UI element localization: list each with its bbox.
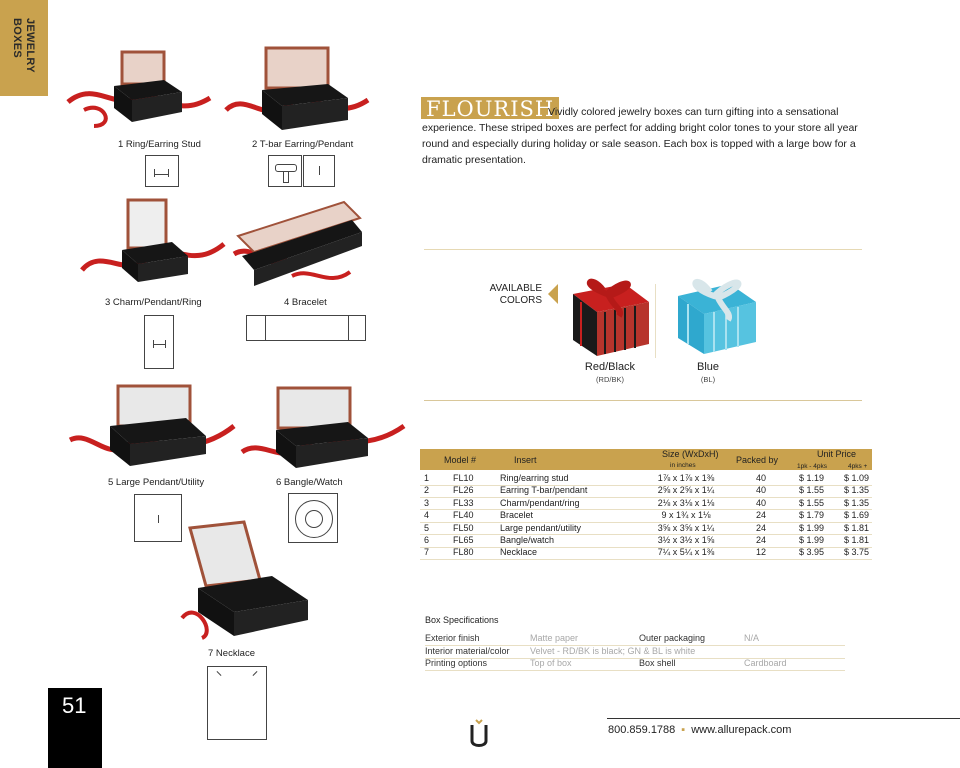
cell-size: 3⅝ x 3⅝ x 1¼ bbox=[657, 522, 715, 533]
insert-diagram-tbar-left bbox=[268, 155, 302, 187]
product-photo-1 bbox=[64, 40, 214, 130]
footer-rule bbox=[607, 718, 960, 719]
cell-p1: $ 1.99 bbox=[799, 522, 825, 533]
spec-value: N/A bbox=[744, 633, 760, 643]
spec-value: Cardboard bbox=[744, 658, 787, 669]
brand-logo-icon bbox=[468, 717, 490, 749]
cell-p1: $ 3.95 bbox=[799, 547, 825, 558]
cell-insert: Bracelet bbox=[500, 510, 534, 521]
cell-insert: Bangle/watch bbox=[500, 535, 555, 545]
cell-model: FL80 bbox=[453, 547, 474, 558]
product-caption-3: 3 Charm/Pendant/Ring bbox=[105, 297, 202, 308]
spec-key: Outer packaging bbox=[639, 633, 706, 643]
product-caption-2: 2 T-bar Earring/Pendant bbox=[252, 139, 354, 150]
cell-size: 1⅞ x 1⅞ x 1⅜ bbox=[657, 473, 715, 483]
cell-insert: Earring T-bar/pendant bbox=[500, 485, 588, 496]
product-caption-1: 1 Ring/Earring Stud bbox=[118, 139, 201, 150]
header-size-unit: in inches bbox=[670, 462, 696, 469]
insert-diagram-bangle bbox=[288, 493, 338, 543]
cell-p1: $ 1.55 bbox=[799, 497, 825, 508]
cell-n: 2 bbox=[424, 485, 430, 496]
section-tab-line1: JEWELRY bbox=[24, 18, 36, 73]
header-price: Unit Price bbox=[817, 449, 857, 459]
cell-size: 2⅝ x 2⅝ x 1¼ bbox=[657, 485, 715, 496]
product-photo-4 bbox=[232, 196, 372, 292]
intro-paragraph: Vividly colored jewelry boxes can turn gifting into a sensational experience. These striped boxes are perfect for adding bright color tones to your store all year round and especially during holiday or sale season. Each box is topped with a large bow for a dramatic presentation. bbox=[422, 106, 858, 166]
cell-n: 1 bbox=[424, 473, 430, 483]
cell-n: 7 bbox=[424, 547, 430, 558]
product-caption-6: 6 Bangle/Watch bbox=[276, 477, 343, 488]
header-size: Size (WxDxH) bbox=[662, 449, 719, 459]
swatch-divider bbox=[655, 284, 656, 358]
section-tab-label bbox=[10, 18, 36, 73]
cell-size: 9 x 1¾ x 1⅛ bbox=[661, 510, 711, 521]
header-model: Model # bbox=[444, 455, 477, 465]
spec-key: Printing options bbox=[425, 658, 488, 669]
spec-value: Velvet - RD/BK is black; GN & BL is white bbox=[530, 645, 696, 656]
cell-n: 3 bbox=[424, 497, 430, 508]
cell-p2: $ 1.81 bbox=[844, 535, 870, 545]
product-caption-4: 4 Bracelet bbox=[284, 297, 327, 308]
spec-key: Box shell bbox=[639, 658, 676, 669]
swatch-name-red-black: Red/Black bbox=[584, 361, 636, 373]
cell-p2: $ 3.75 bbox=[844, 547, 870, 558]
cell-insert: Necklace bbox=[500, 547, 538, 558]
swatch-name-blue: Blue bbox=[696, 361, 720, 373]
product-caption-5: 5 Large Pendant/Utility bbox=[108, 477, 205, 488]
cell-insert: Ring/earring stud bbox=[500, 473, 569, 483]
cell-packed: 40 bbox=[755, 497, 766, 508]
product-photo-2 bbox=[222, 40, 372, 135]
cell-packed: 40 bbox=[755, 485, 766, 496]
divider bbox=[424, 249, 862, 250]
collection-title: FLOURISH bbox=[421, 97, 559, 119]
cell-model: FL10 bbox=[453, 473, 474, 483]
spec-key: Interior material/color bbox=[425, 645, 510, 656]
cell-size: 2⅛ x 3⅛ x 1⅛ bbox=[657, 497, 715, 508]
divider bbox=[424, 400, 862, 401]
color-swatch-blue bbox=[670, 270, 762, 358]
cell-insert: Large pendant/utility bbox=[500, 522, 582, 533]
cell-packed: 24 bbox=[755, 535, 766, 545]
cell-p2: $ 1.35 bbox=[844, 497, 870, 508]
cell-model: FL33 bbox=[453, 497, 474, 508]
insert-diagram-ring bbox=[145, 155, 179, 187]
footer-separator: ▪ bbox=[681, 724, 686, 736]
cell-size: 7¼ x 5¼ x 1⅜ bbox=[657, 547, 715, 558]
cell-p1: $ 1.19 bbox=[799, 473, 825, 483]
page-number: 51 bbox=[62, 693, 87, 718]
spec-value: Top of box bbox=[530, 658, 572, 669]
cell-n: 6 bbox=[424, 535, 430, 545]
insert-diagram-necklace bbox=[207, 666, 267, 740]
swatch-code-red-black: (RD/BK) bbox=[596, 375, 624, 384]
color-swatch-red-black bbox=[563, 270, 655, 358]
cell-model: FL50 bbox=[453, 522, 474, 533]
available-colors-label bbox=[480, 283, 542, 307]
cell-model: FL65 bbox=[453, 535, 474, 545]
page-number-block bbox=[48, 688, 102, 768]
insert-diagram-pendant bbox=[134, 494, 182, 542]
header-packed: Packed by bbox=[736, 455, 779, 465]
cell-insert: Charm/pendant/ring bbox=[500, 497, 580, 508]
cell-packed: 24 bbox=[755, 510, 766, 521]
spec-value: Matte paper bbox=[530, 633, 579, 643]
cell-packed: 40 bbox=[755, 473, 766, 483]
cell-packed: 12 bbox=[755, 547, 766, 558]
spec-row bbox=[425, 657, 845, 671]
insert-diagram-bracelet bbox=[246, 315, 366, 341]
section-tab bbox=[0, 0, 48, 96]
footer-phone: 800.859.1788 bbox=[608, 724, 676, 736]
insert-diagram-charm bbox=[144, 315, 174, 369]
table-header bbox=[420, 449, 872, 470]
product-photo-5 bbox=[66, 380, 238, 472]
table-row bbox=[420, 546, 872, 560]
header-insert: Insert bbox=[514, 455, 537, 465]
section-tab-line2: BOXES bbox=[11, 18, 23, 59]
swatch-code-blue: (BL) bbox=[700, 375, 716, 384]
product-caption-7: 7 Necklace bbox=[208, 648, 255, 659]
header-price-tier2: 4pks + bbox=[848, 463, 868, 470]
spec-key: Exterior finish bbox=[425, 633, 480, 643]
specs-title: Box Specifications bbox=[425, 615, 499, 625]
product-photo-6 bbox=[238, 380, 408, 472]
cell-model: FL40 bbox=[453, 510, 474, 521]
pointer-arrow-icon bbox=[548, 284, 558, 304]
available-colors-line1: AVAILABLE bbox=[489, 283, 542, 294]
cell-n: 5 bbox=[424, 522, 430, 533]
cell-size: 3½ x 3½ x 1⅝ bbox=[657, 535, 715, 545]
cell-p1: $ 1.79 bbox=[799, 510, 825, 521]
header-price-tier1: 1pk - 4pks bbox=[797, 463, 827, 470]
cell-p2: $ 1.35 bbox=[844, 485, 870, 496]
product-photo-3 bbox=[78, 194, 228, 286]
cell-p1: $ 1.55 bbox=[799, 485, 825, 496]
available-colors-line2: COLORS bbox=[499, 295, 542, 306]
cell-p2: $ 1.09 bbox=[844, 473, 870, 483]
footer-website[interactable]: www.allurepack.com bbox=[691, 724, 792, 736]
footer-contact bbox=[608, 724, 791, 736]
cell-p2: $ 1.69 bbox=[844, 510, 870, 521]
cell-p2: $ 1.81 bbox=[844, 522, 870, 533]
cell-model: FL26 bbox=[453, 485, 474, 496]
cell-n: 4 bbox=[424, 510, 430, 521]
insert-diagram-tbar-right bbox=[303, 155, 335, 187]
cell-p1: $ 1.99 bbox=[799, 535, 825, 545]
cell-packed: 24 bbox=[755, 522, 766, 533]
